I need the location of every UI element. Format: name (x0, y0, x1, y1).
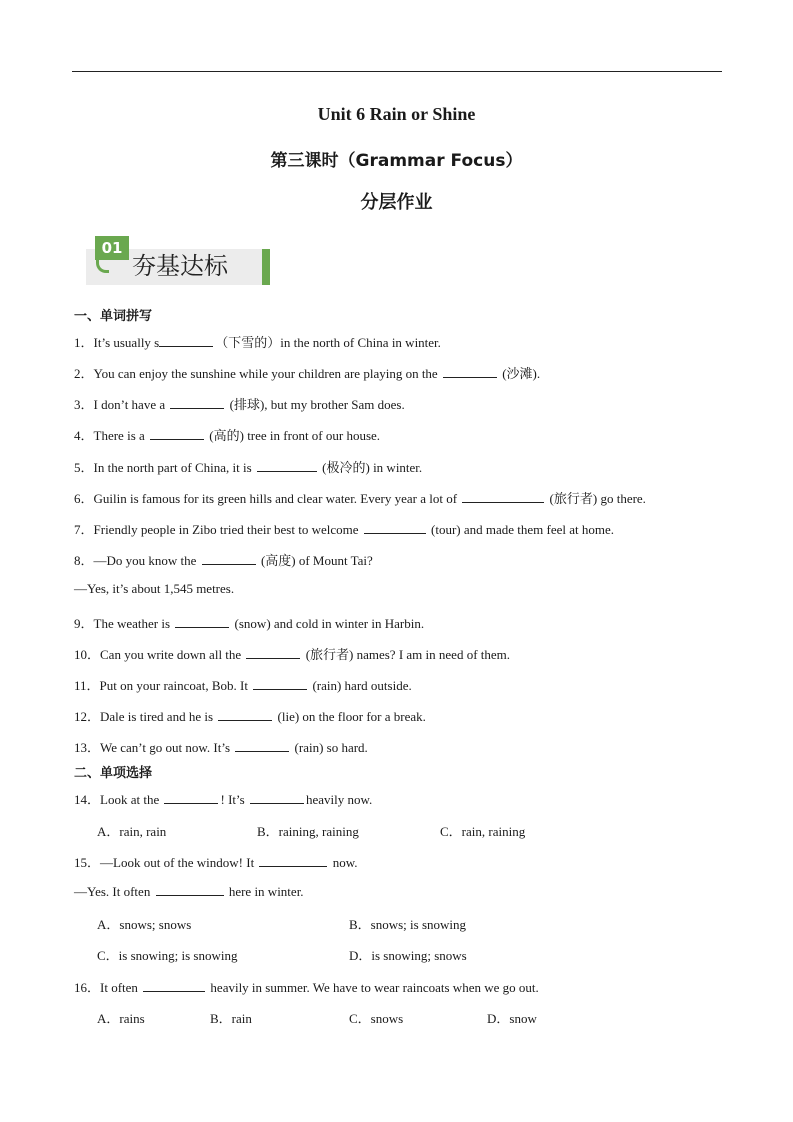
option-c[interactable]: C．is snowing; is snowing (97, 948, 238, 963)
question-text-after: （下雪的）in the north of China in winter. (215, 335, 441, 350)
question-9 (74, 613, 424, 632)
question-text-before: In the north part of China, it is (93, 460, 252, 475)
question-number: 10． (74, 647, 101, 662)
question-15-line-2 (74, 883, 304, 900)
question-8 (74, 550, 373, 569)
answer-blank[interactable] (253, 677, 307, 690)
option-d[interactable]: D．is snowing; snows (349, 948, 467, 963)
question-text-before: You can enjoy the sunshine while your children are playing on the (93, 366, 438, 381)
question-text-before: Guilin is famous for its green hills and clear water. Every year a lot of (93, 491, 458, 506)
question-number: 6． (74, 491, 94, 506)
question-text-before: There is a (93, 428, 145, 443)
answer-blank[interactable] (164, 791, 218, 804)
answer-blank[interactable] (202, 552, 256, 565)
question-text-after: (旅行者) names? I am in need of them. (305, 647, 511, 662)
question-text-after: (高度) of Mount Tai? (260, 553, 373, 568)
question-text-before: Can you write down all the (100, 647, 242, 662)
option-a[interactable]: A．rain, rain (97, 824, 167, 839)
question-8-answer-line (74, 581, 234, 597)
question-12 (74, 706, 426, 725)
option-b[interactable]: B．snows; is snowing (349, 917, 467, 932)
question-7 (74, 519, 614, 538)
option-d[interactable]: D．snow (487, 1011, 537, 1026)
section-heading-choice: 二、单项选择 (74, 766, 153, 781)
question-text-after: (lie) on the floor for a break. (277, 709, 426, 724)
question-text: here in winter. (225, 884, 304, 899)
answer-blank[interactable] (159, 334, 213, 347)
question-number: 1． (74, 335, 94, 350)
question-10 (74, 644, 510, 663)
answer-blank[interactable] (259, 854, 327, 867)
answer-blank[interactable] (150, 427, 204, 440)
option-c[interactable]: C．rain, raining (440, 824, 526, 839)
question-number: 3． (74, 397, 94, 412)
question-number: 11． (74, 678, 100, 693)
question-text: ! It’s (220, 792, 248, 807)
question-text-before: —Yes, it’s about 1,545 metres. (74, 581, 235, 596)
question-number: 2． (74, 366, 94, 381)
question-4 (74, 425, 380, 444)
question-text: It often (100, 980, 142, 995)
option-b[interactable]: B．rain (210, 1011, 252, 1026)
answer-blank[interactable] (156, 883, 224, 896)
question-text-after: (沙滩). (502, 366, 541, 381)
answer-blank[interactable] (235, 739, 289, 752)
option-c[interactable]: C．snows (349, 1011, 404, 1026)
question-text-after: (极冷的) in winter. (322, 460, 423, 475)
question-text: heavily in summer. We have to wear raincoats when we go out. (207, 980, 539, 995)
question-text: now. (329, 855, 358, 870)
question-number: 4． (74, 428, 94, 443)
question-text-before: I don’t have a (93, 397, 166, 412)
question-text-after: (rain) hard outside. (312, 678, 412, 693)
homework-subtitle: 分层作业 (360, 192, 433, 213)
answer-blank[interactable] (364, 521, 426, 534)
question-text-after: (旅行者) go there. (549, 491, 646, 506)
question-text-before: Friendly people in Zibo tried their best to welcome (93, 522, 359, 537)
question-text: —Yes. It often (74, 884, 154, 899)
question-1 (74, 332, 441, 351)
question-11 (74, 675, 412, 694)
question-number: 7． (74, 522, 94, 537)
question-number: 8． (74, 553, 94, 568)
question-number: 13． (74, 740, 101, 755)
answer-blank[interactable] (143, 979, 205, 992)
question-2 (74, 363, 540, 382)
answer-blank[interactable] (175, 615, 229, 628)
banner-label: 夯基达标 (132, 252, 228, 280)
answer-blank[interactable] (170, 396, 224, 409)
option-b[interactable]: B．raining, raining (257, 824, 359, 839)
question-number: 15． (74, 855, 101, 870)
section-banner (86, 230, 272, 288)
page-title: Unit 6 Rain or Shine (317, 104, 476, 124)
answer-blank[interactable] (257, 459, 317, 472)
question-text-after: (高的) tree in front of our house. (209, 428, 381, 443)
option-a[interactable]: A．rains (97, 1011, 145, 1026)
question-text-after: (snow) and cold in winter in Harbin. (234, 616, 425, 631)
answer-blank[interactable] (246, 646, 300, 659)
question-16 (74, 977, 539, 996)
top-rule (72, 71, 722, 72)
question-text: heavily now. (305, 792, 373, 807)
question-text-after: (rain) so hard. (294, 740, 368, 755)
question-number: 12． (74, 709, 101, 724)
question-text-before: It’s usually s (93, 335, 160, 350)
question-text-before: Put on your raincoat, Bob. It (99, 678, 248, 693)
section-heading-spelling: 一、单词拼写 (74, 309, 153, 324)
answer-blank[interactable] (462, 490, 544, 503)
question-text-before: Dale is tired and he is (100, 709, 214, 724)
answer-blank[interactable] (218, 708, 272, 721)
question-text: Look at the (100, 792, 163, 807)
lesson-subtitle: 第三课时（Grammar Focus） (270, 151, 523, 171)
banner-number: 01 (95, 236, 129, 260)
question-text-before: —Do you know the (93, 553, 197, 568)
question-3 (74, 394, 405, 413)
option-a[interactable]: A．snows; snows (97, 917, 192, 932)
answer-blank[interactable] (250, 791, 304, 804)
question-6 (74, 488, 646, 507)
question-text-after: (排球), but my brother Sam does. (229, 397, 405, 412)
question-text: —Look out of the window! It (100, 855, 258, 870)
question-14 (74, 789, 372, 808)
question-text-after: (tour) and made them feel at home. (431, 522, 615, 537)
answer-blank[interactable] (443, 365, 497, 378)
question-13 (74, 737, 368, 756)
question-number: 16． (74, 980, 101, 995)
question-number: 14． (74, 792, 101, 807)
question-text-before: We can’t go out now. It’s (100, 740, 231, 755)
question-5 (74, 457, 422, 476)
question-number: 5． (74, 460, 94, 475)
banner-bar (262, 249, 270, 285)
question-15 (74, 852, 357, 871)
question-number: 9． (74, 616, 94, 631)
question-text-before: The weather is (93, 616, 171, 631)
